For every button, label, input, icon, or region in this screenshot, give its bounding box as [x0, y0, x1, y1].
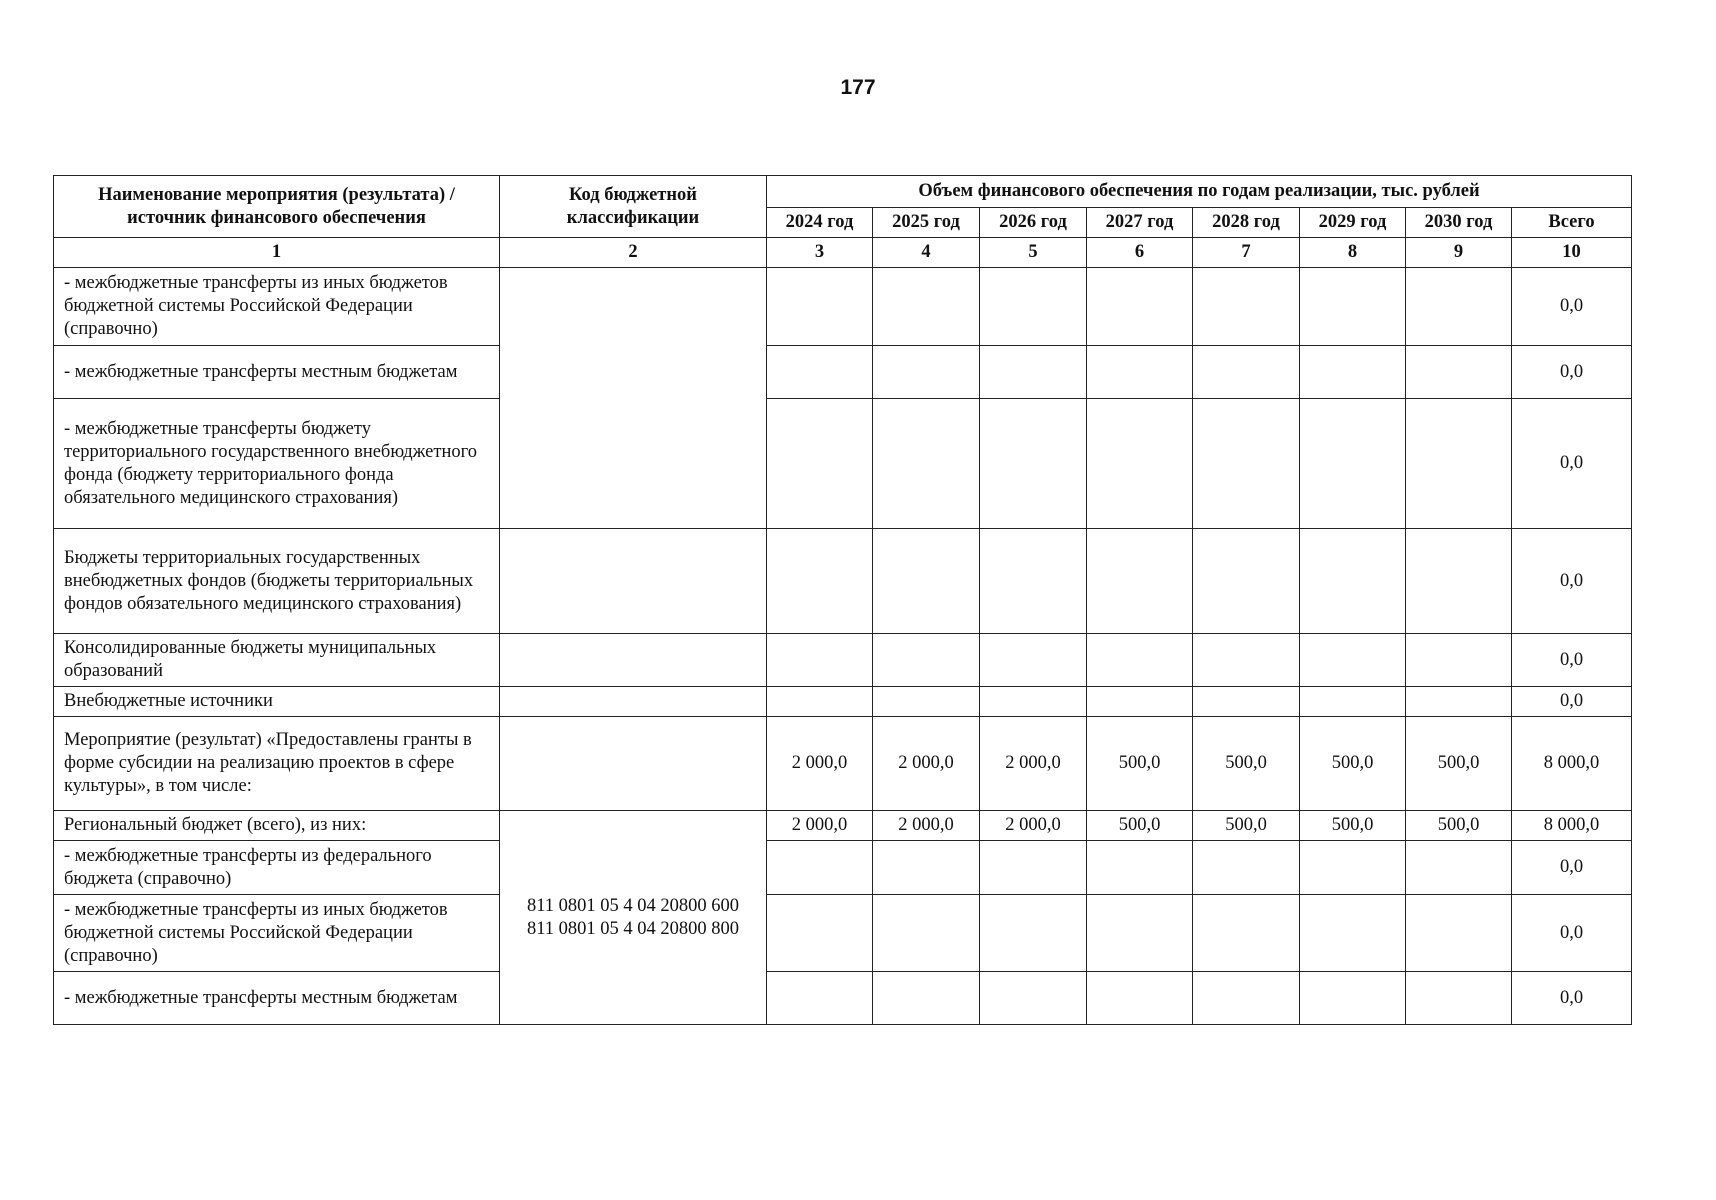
header-financing-group: Объем финансового обеспечения по годам реализации, тыс. рублей: [767, 176, 1632, 208]
value-2024: [767, 687, 873, 717]
value-2027: [1087, 346, 1193, 399]
value-2025: 2 000,0: [873, 717, 980, 811]
value-2028: [1193, 895, 1300, 972]
row-name: Бюджеты территориальных государственных внебюджетных фондов (бюджеты территориальных фондов обязательного медицинского страхования): [54, 529, 500, 634]
value-total: 0,0: [1512, 268, 1632, 346]
table-row: [54, 634, 1632, 687]
value-2026: [980, 687, 1087, 717]
value-2030: [1406, 399, 1512, 529]
value-2026: [980, 972, 1087, 1025]
budget-code-cell: [500, 687, 767, 717]
table-row: [54, 687, 1632, 717]
value-2027: [1087, 687, 1193, 717]
value-2030: [1406, 895, 1512, 972]
value-2029: [1300, 346, 1406, 399]
value-2028: [1193, 346, 1300, 399]
value-2024: [767, 634, 873, 687]
value-total: 8 000,0: [1512, 811, 1632, 841]
table-row: [54, 529, 1632, 634]
value-2029: [1300, 972, 1406, 1025]
row-name: - межбюджетные трансферты из федерального бюджета (справочно): [54, 841, 500, 895]
header-year-2026: 2026 год: [980, 208, 1087, 238]
budget-code-cell: [500, 717, 767, 811]
column-number: 4: [873, 238, 980, 268]
value-2027: [1087, 972, 1193, 1025]
value-2025: [873, 895, 980, 972]
value-2025: [873, 399, 980, 529]
column-number: 8: [1300, 238, 1406, 268]
value-2027: 500,0: [1087, 811, 1193, 841]
budget-code-cell: [500, 529, 767, 634]
value-2027: 500,0: [1087, 717, 1193, 811]
value-2024: 2 000,0: [767, 717, 873, 811]
value-2024: [767, 895, 873, 972]
value-2027: [1087, 634, 1193, 687]
value-2028: [1193, 529, 1300, 634]
value-2024: [767, 346, 873, 399]
table-row: [54, 811, 1632, 841]
column-number: 10: [1512, 238, 1632, 268]
value-2024: [767, 529, 873, 634]
column-number: 7: [1193, 238, 1300, 268]
value-2029: 500,0: [1300, 811, 1406, 841]
row-name: Внебюджетные источники: [54, 687, 500, 717]
value-total: 0,0: [1512, 895, 1632, 972]
table-row: [54, 268, 1632, 346]
header-name-column: Наименование мероприятия (результата) / источник финансового обеспечения: [54, 176, 500, 238]
value-total: 0,0: [1512, 399, 1632, 529]
value-2026: 2 000,0: [980, 811, 1087, 841]
row-name: - межбюджетные трансферты бюджету территориального государственного внебюджетного фонда (бюджету территориального фонда обязательного медицинского страхования): [54, 399, 500, 529]
value-total: 0,0: [1512, 687, 1632, 717]
value-total: 0,0: [1512, 972, 1632, 1025]
value-2027: [1087, 399, 1193, 529]
header-year-2028: 2028 год: [1193, 208, 1300, 238]
table-row: [54, 399, 1632, 529]
value-2026: [980, 346, 1087, 399]
column-number: 6: [1087, 238, 1193, 268]
value-2028: 500,0: [1193, 811, 1300, 841]
value-2028: [1193, 634, 1300, 687]
value-2028: [1193, 399, 1300, 529]
value-2027: [1087, 529, 1193, 634]
value-2025: [873, 529, 980, 634]
header-year-2027: 2027 год: [1087, 208, 1193, 238]
row-name: Региональный бюджет (всего), из них:: [54, 811, 500, 841]
value-total: 8 000,0: [1512, 717, 1632, 811]
value-2026: [980, 529, 1087, 634]
value-2024: [767, 268, 873, 346]
table-row: [54, 972, 1632, 1025]
row-name: - межбюджетные трансферты местным бюджетам: [54, 346, 500, 399]
row-name: Мероприятие (результат) «Предоставлены гранты в форме субсидии на реализацию проектов в сфере культуры», в том числе:: [54, 717, 500, 811]
value-2029: [1300, 841, 1406, 895]
value-total: 0,0: [1512, 634, 1632, 687]
value-2029: [1300, 687, 1406, 717]
header-code-column: Код бюджетной классификации: [500, 176, 767, 238]
value-2026: [980, 268, 1087, 346]
value-2025: 2 000,0: [873, 811, 980, 841]
value-2028: 500,0: [1193, 717, 1300, 811]
header-year-2024: 2024 год: [767, 208, 873, 238]
value-2024: [767, 399, 873, 529]
value-2027: [1087, 895, 1193, 972]
value-2028: [1193, 268, 1300, 346]
header-year-2029: 2029 год: [1300, 208, 1406, 238]
row-name: - межбюджетные трансферты местным бюджетам: [54, 972, 500, 1025]
value-2026: [980, 841, 1087, 895]
header-total: Всего: [1512, 208, 1632, 238]
value-total: 0,0: [1512, 346, 1632, 399]
value-2027: [1087, 268, 1193, 346]
value-2029: [1300, 895, 1406, 972]
value-2030: [1406, 346, 1512, 399]
page-number: 177: [840, 76, 876, 99]
row-name: Консолидированные бюджеты муниципальных образований: [54, 634, 500, 687]
value-2026: [980, 399, 1087, 529]
table-row: [54, 717, 1632, 811]
column-numbers-row: [54, 238, 1632, 268]
table-row: [54, 841, 1632, 895]
row-name: - межбюджетные трансферты из иных бюджетов бюджетной системы Российской Федерации (справочно): [54, 268, 500, 346]
value-2030: [1406, 841, 1512, 895]
value-total: 0,0: [1512, 529, 1632, 634]
value-2025: [873, 268, 980, 346]
value-2030: [1406, 634, 1512, 687]
value-2029: [1300, 399, 1406, 529]
value-2026: [980, 634, 1087, 687]
value-2024: [767, 841, 873, 895]
budget-code-cell: 811 0801 05 4 04 20800 600 811 0801 05 4 04 20800 800: [500, 811, 767, 1025]
value-2030: [1406, 687, 1512, 717]
value-2026: 2 000,0: [980, 717, 1087, 811]
column-number: 5: [980, 238, 1087, 268]
header-year-2030: 2030 год: [1406, 208, 1512, 238]
value-2030: [1406, 268, 1512, 346]
value-total: 0,0: [1512, 841, 1632, 895]
value-2028: [1193, 972, 1300, 1025]
value-2025: [873, 841, 980, 895]
value-2024: [767, 972, 873, 1025]
value-2030: 500,0: [1406, 717, 1512, 811]
table-row: [54, 895, 1632, 972]
value-2030: 500,0: [1406, 811, 1512, 841]
budget-code-cell: [500, 268, 767, 529]
value-2029: 500,0: [1300, 717, 1406, 811]
column-number: 2: [500, 238, 767, 268]
value-2025: [873, 972, 980, 1025]
value-2028: [1193, 841, 1300, 895]
value-2025: [873, 634, 980, 687]
column-number: 1: [54, 238, 500, 268]
value-2029: [1300, 529, 1406, 634]
row-name: - межбюджетные трансферты из иных бюджетов бюджетной системы Российской Федерации (справочно): [54, 895, 500, 972]
table-row: [54, 346, 1632, 399]
financing-table: [53, 175, 1632, 1025]
value-2026: [980, 895, 1087, 972]
value-2024: 2 000,0: [767, 811, 873, 841]
value-2029: [1300, 268, 1406, 346]
value-2028: [1193, 687, 1300, 717]
value-2030: [1406, 972, 1512, 1025]
column-number: 3: [767, 238, 873, 268]
header-year-2025: 2025 год: [873, 208, 980, 238]
column-number: 9: [1406, 238, 1512, 268]
value-2029: [1300, 634, 1406, 687]
value-2027: [1087, 841, 1193, 895]
value-2025: [873, 346, 980, 399]
budget-code-cell: [500, 634, 767, 687]
value-2030: [1406, 529, 1512, 634]
value-2025: [873, 687, 980, 717]
